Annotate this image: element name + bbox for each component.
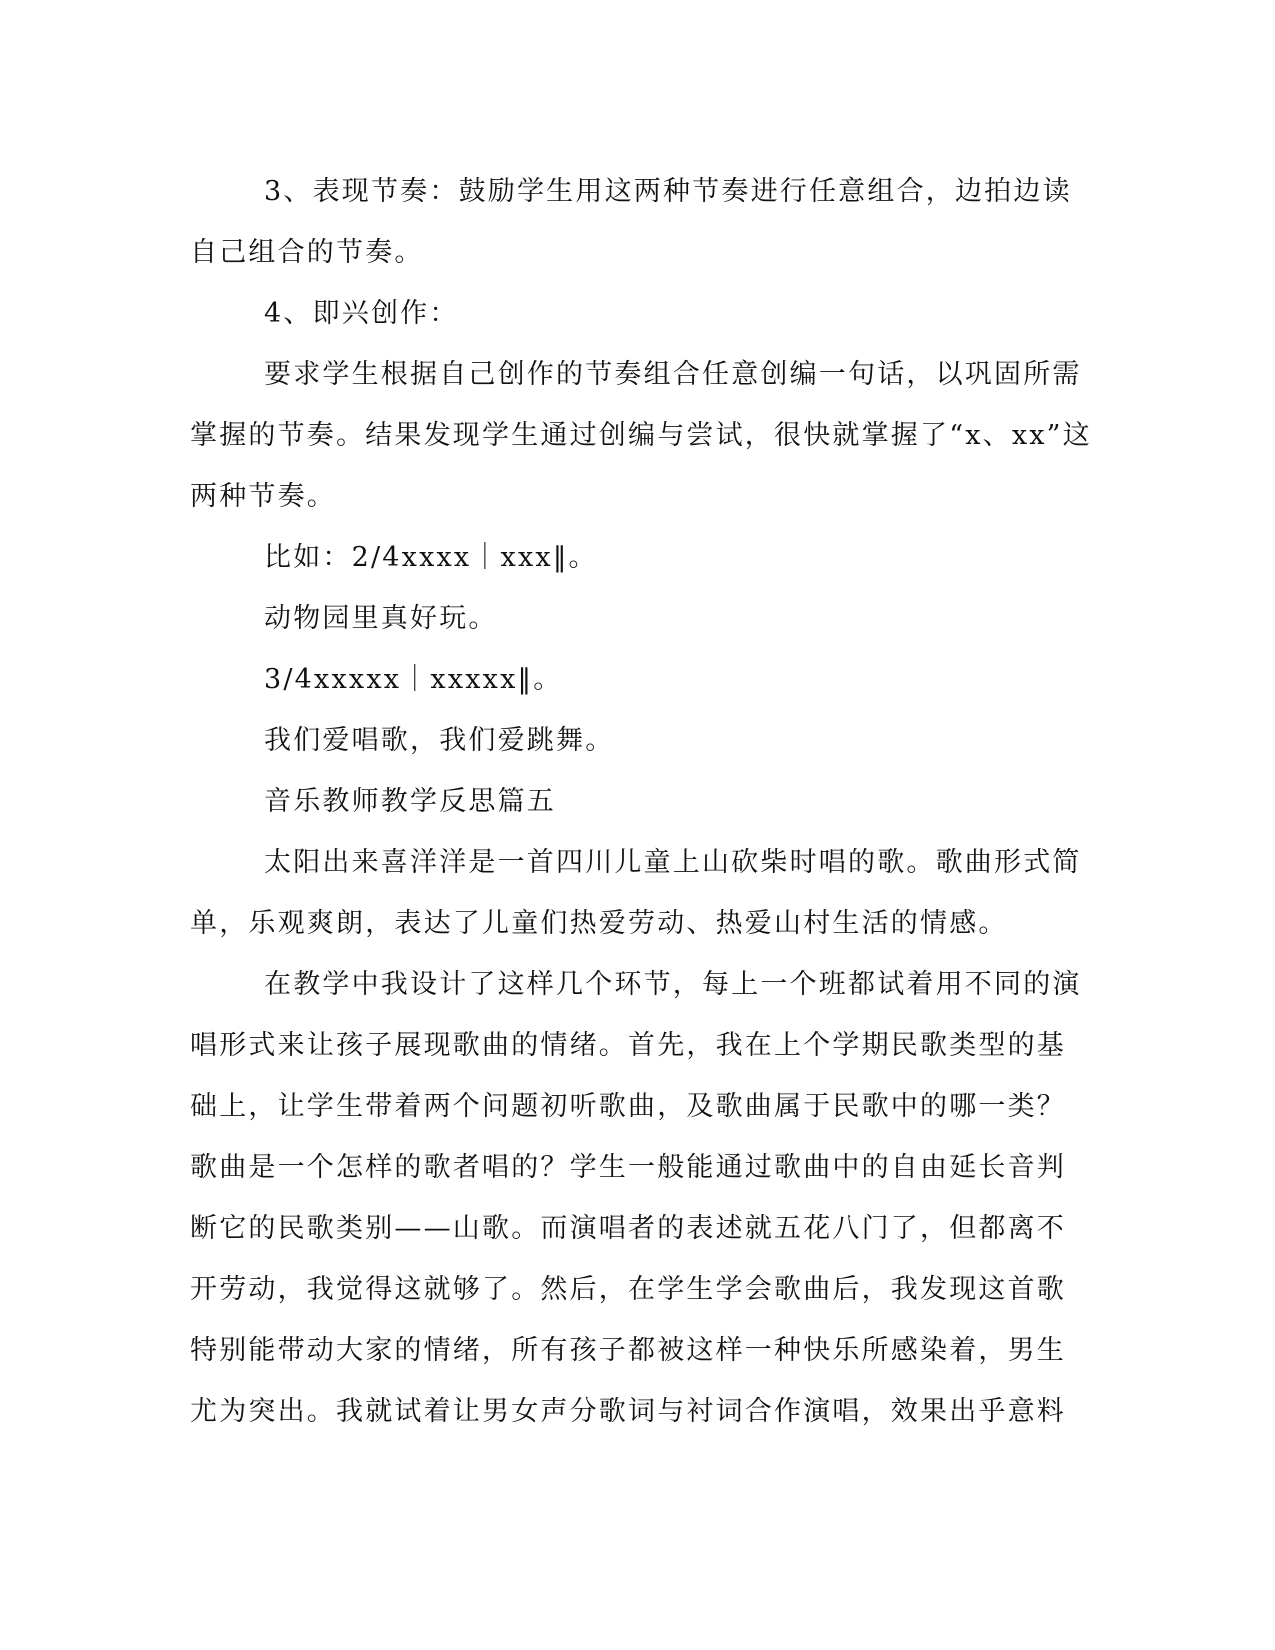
text-line: 掌握的节奏。结果发现学生通过创编与尝试，很快就掌握了“x、xx”这: [190, 420, 1092, 451]
text-line: 断它的民歌类别——山歌。而演唱者的表述就五花八门了，但都离不: [190, 1213, 1066, 1244]
text-line: 特别能带动大家的情绪，所有孩子都被这样一种快乐所感染着，男生: [190, 1335, 1066, 1366]
text-line: 音乐教师教学反思篇五: [264, 786, 556, 817]
text-line: 在教学中我设计了这样几个环节，每上一个班都试着用不同的演: [264, 969, 1082, 1000]
text-line: 尤为突出。我就试着让男女声分歌词与衬词合作演唱，效果出乎意料: [190, 1396, 1066, 1427]
text-line: 开劳动，我觉得这就够了。然后，在学生学会歌曲后，我发现这首歌: [190, 1274, 1066, 1305]
paragraph-teaching-design: [190, 954, 1082, 1442]
paragraph-improvisation-heading: [190, 283, 1070, 344]
text-line: 我们爱唱歌，我们爱跳舞。: [264, 725, 615, 756]
document-body: [190, 161, 1092, 1442]
text-line: 单，乐观爽朗，表达了儿童们热爱劳动、热爱山村生活的情感。: [190, 908, 1008, 939]
text-line: 础上，让学生带着两个问题初听歌曲，及歌曲属于民歌中的哪一类？: [190, 1091, 1066, 1122]
section-heading: [190, 771, 1070, 832]
text-line: 比如：2/4xxxx｜xxx‖。: [264, 542, 598, 573]
text-line: 唱形式来让孩子展现歌曲的情绪。首先，我在上个学期民歌类型的基: [190, 1030, 1066, 1061]
text-line: 自己组合的节奏。: [190, 237, 424, 268]
paragraph-example-lyric-2: [190, 710, 1070, 771]
paragraph-improvisation-body: [190, 344, 1092, 527]
paragraph-rhythm-expression: [190, 161, 1070, 283]
text-line: 歌曲是一个怎样的歌者唱的？学生一般能通过歌曲中的自由延长音判: [190, 1152, 1066, 1183]
text-line: 要求学生根据自己创作的节奏组合任意创编一句话，以巩固所需: [264, 359, 1082, 390]
text-line: 两种节奏。: [190, 481, 336, 512]
text-line: 3、表现节奏：鼓励学生用这两种节奏进行任意组合，边拍边读: [264, 176, 1072, 207]
paragraph-song-intro: [190, 832, 1082, 954]
text-line: 动物园里真好玩。: [264, 603, 498, 634]
paragraph-example-2-4: [190, 527, 1070, 588]
text-line: 3/4xxxxx｜xxxxx‖。: [264, 664, 563, 695]
paragraph-example-3-4: [190, 649, 1070, 710]
text-line: 太阳出来喜洋洋是一首四川儿童上山砍柴时唱的歌。歌曲形式简: [264, 847, 1082, 878]
paragraph-example-lyric-1: [190, 588, 1070, 649]
text-line: 4、即兴创作：: [264, 298, 459, 329]
